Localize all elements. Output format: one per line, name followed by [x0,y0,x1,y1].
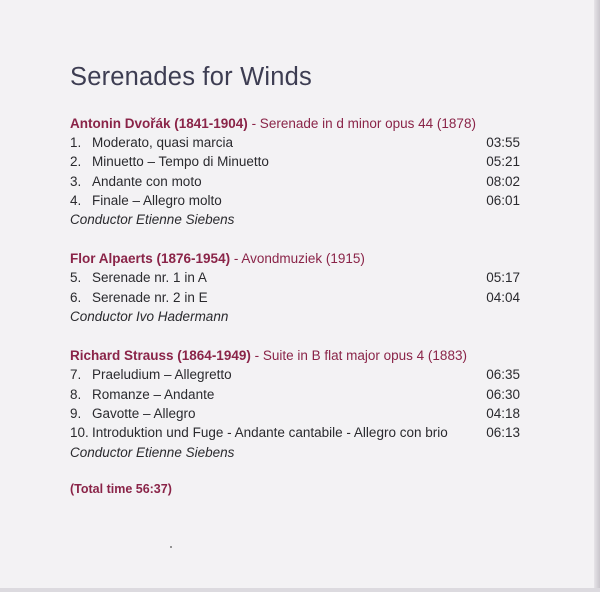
composer-section-alpaerts [70,249,520,326]
track-number: 9. [70,405,82,421]
page-edge-right [594,0,600,592]
track-number: 3. [70,173,82,189]
composer-heading [70,346,520,365]
track-number: 4. [70,192,82,208]
composer-name: Richard Strauss (1864-1949) [70,348,251,364]
track-row [70,152,520,171]
track-duration: 03:55 [486,135,520,150]
work-title: - Serenade in d minor opus 44 (1878) [247,116,476,131]
track-title: Andante con moto [92,173,202,189]
track-number: 2. [70,154,82,170]
track-duration: 06:13 [486,425,520,441]
track-title: Serenade nr. 2 in E [92,289,208,305]
track-duration: 06:35 [486,367,520,383]
track-title: Romanze – Andante [92,386,215,402]
composer-name: Antonin Dvořák (1841-1904) [70,116,248,131]
track-title: Praeludium – Allegretto [92,367,232,383]
work-title: - Suite in B flat major opus 4 (1883) [250,348,467,364]
track-number: 7. [70,367,82,383]
track-row [70,191,520,210]
total-time: (Total time 56:37) [70,481,172,496]
conductor-credit: Conductor Ivo Hadermann [70,309,229,325]
track-row [70,288,520,307]
composer-heading [70,114,520,133]
track-number: 10. [70,425,89,441]
track-row [70,404,520,423]
conductor-credit: Conductor Etienne Siebens [70,212,235,228]
track-number: 6. [70,289,82,305]
track-number: 8. [70,386,82,402]
work-title: - Avondmuziek (1915) [230,251,365,267]
track-title: Moderato, quasi marcia [92,135,234,150]
composer-section-strauss [70,346,520,461]
track-title: Introduktion und Fuge - Andante cantabile - Allegro con brio [92,425,448,441]
track-row [70,133,520,152]
track-row [70,365,520,384]
track-title: Finale – Allegro molto [92,192,222,208]
booklet-page [70,62,520,496]
track-duration: 04:18 [486,405,520,421]
track-number: 1. [70,135,82,150]
page-edge-bottom [0,588,600,592]
track-row [70,268,520,287]
page-title: Serenades for Winds [70,63,312,91]
track-duration: 06:30 [486,386,520,402]
conductor-credit: Conductor Etienne Siebens [70,444,235,460]
track-duration: 08:02 [486,173,520,189]
track-number: 5. [70,270,82,286]
track-duration: 05:17 [486,270,520,286]
composer-name: Flor Alpaerts (1876-1954) [70,251,231,267]
track-title: Minuetto – Tempo di Minuetto [92,154,269,170]
track-duration: 05:21 [486,154,520,170]
track-row [70,423,520,442]
track-duration: 04:04 [486,289,520,305]
track-title: Gavotte – Allegro [92,405,196,421]
track-duration: 06:01 [486,192,520,208]
track-row [70,385,520,404]
scan-speck [170,546,172,548]
composer-section-dvorak [70,114,520,229]
composer-heading [70,249,520,268]
track-row [70,172,520,191]
track-title: Serenade nr. 1 in A [92,270,207,286]
